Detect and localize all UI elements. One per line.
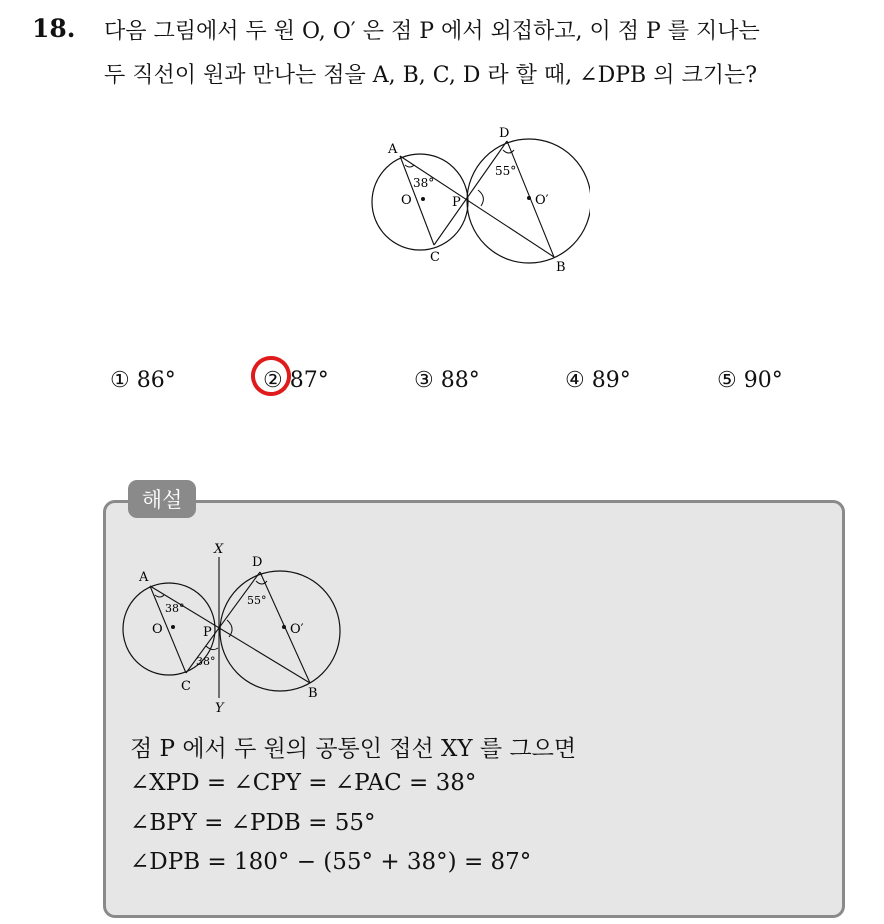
sol-label-angle-d: 55°	[247, 594, 267, 607]
angle-arc-p	[478, 190, 483, 206]
solution-line-4: ∠DPB = 180° − (55° + 38°) = 87°	[130, 849, 532, 875]
choice-5[interactable]	[717, 368, 783, 393]
sol-label-a: A	[139, 570, 149, 585]
sol-label-c: C	[181, 679, 191, 694]
choice-5-mark: ⑤	[717, 368, 737, 393]
choice-3-value: 88°	[440, 368, 480, 393]
line-d-c	[434, 141, 507, 245]
angle-arc-a	[405, 165, 414, 167]
solution-figure	[120, 540, 345, 715]
solution-line-2: ∠XPD = ∠CPY = ∠PAC = 38°	[130, 770, 477, 796]
center-o-dot	[421, 197, 425, 201]
choice-4-value: 89°	[591, 368, 631, 393]
label-d: D	[499, 126, 510, 141]
choice-3[interactable]	[414, 368, 480, 393]
line-a-b	[400, 156, 554, 257]
sol-label-y: Y	[215, 701, 224, 715]
solution-line-1: 점 P 에서 두 원의 공통인 접선 XY 를 그으면	[130, 736, 577, 762]
sol-line-a-b	[150, 586, 310, 683]
sol-label-angle-a: 38°	[165, 602, 185, 615]
choice-4-mark: ④	[565, 368, 585, 393]
solution-tag: 해설	[128, 480, 196, 518]
sol-label-angle-c: 38°	[196, 655, 216, 668]
question-text-line-1: 다음 그림에서 두 원 O, O′ 은 점 P 에서 외접하고, 이 점 P 를 지나는	[104, 19, 760, 44]
choice-2-mark: ②	[263, 368, 283, 393]
angle-arc-d	[503, 150, 514, 153]
sol-center-o-prime-dot	[282, 625, 286, 629]
label-c: C	[430, 250, 440, 265]
question-number: 18.	[32, 14, 76, 43]
sol-label-b: B	[308, 686, 318, 701]
center-o-prime-dot	[527, 196, 531, 200]
label-o: O	[401, 193, 412, 208]
label-angle-a: 38°	[413, 176, 435, 190]
choice-4[interactable]	[565, 368, 631, 393]
choice-2[interactable]	[263, 368, 329, 393]
sol-label-o: O	[152, 622, 163, 637]
choice-3-mark: ③	[414, 368, 434, 393]
choice-1-value: 86°	[136, 368, 176, 393]
sol-label-d: D	[252, 555, 263, 570]
label-angle-d: 55°	[495, 164, 517, 178]
choice-1[interactable]	[110, 368, 176, 393]
circle-o-prime	[467, 139, 590, 263]
sol-label-x: X	[214, 542, 224, 557]
sol-circle-o-prime	[220, 571, 340, 691]
solution-line-3: ∠BPY = ∠PDB = 55°	[130, 810, 376, 836]
choice-1-mark: ①	[110, 368, 130, 393]
sol-label-p: P	[203, 625, 212, 640]
label-p: P	[452, 195, 461, 210]
label-a: A	[388, 142, 398, 157]
sol-center-o-dot	[171, 625, 175, 629]
choice-5-value: 90°	[743, 368, 783, 393]
label-o-prime: O′	[535, 193, 549, 208]
sol-angle-arc-a	[155, 595, 164, 597]
sol-label-o-prime: O′	[290, 622, 304, 637]
question-text-line-2: 두 직선이 원과 만나는 점을 A, B, C, D 라 할 때, ∠DPB 의 크기는?	[104, 63, 757, 88]
label-b: B	[556, 260, 566, 275]
choice-2-value: 87°	[289, 368, 329, 393]
problem-figure	[360, 118, 590, 278]
